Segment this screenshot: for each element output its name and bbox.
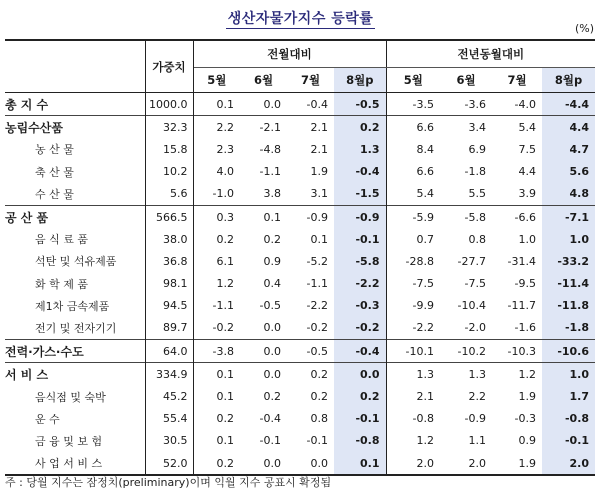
mom-value-cell: -0.9 [334, 205, 386, 228]
yoy-value-cell: 1.9 [518, 456, 536, 470]
row-label: 서 비 스 [5, 363, 145, 386]
mom-value-cell: 0.2 [216, 412, 234, 426]
mom-value-cell: 0.0 [334, 363, 386, 386]
mom-month-header: 8월p [334, 68, 386, 93]
yoy-value-cell: -7.5 [464, 277, 486, 291]
row-label: 운 수 [5, 408, 145, 430]
weight-cell: 30.5 [145, 430, 193, 452]
yoy-value-cell: 2.0 [468, 456, 486, 470]
yoy-value-cell: -11.8 [542, 295, 595, 317]
mom-value-cell: 0.1 [193, 363, 240, 386]
mom-value-cell: -0.5 [259, 299, 281, 313]
mom-value-cell: 6.1 [216, 254, 234, 268]
price-index-table [5, 39, 595, 476]
mom-value-cell: -0.1 [259, 434, 281, 448]
row-label: 수 산 물 [5, 183, 145, 206]
table-row [5, 340, 595, 363]
yoy-value-cell: -10.4 [457, 299, 486, 313]
yoy-value-cell: -0.8 [542, 408, 595, 430]
mom-value-cell: 0.0 [263, 97, 281, 111]
weight-cell: 566.5 [145, 205, 193, 228]
yoy-month-header: 6월 [456, 73, 476, 87]
row-label: 축 산 물 [5, 161, 145, 183]
mom-value-cell: -5.8 [334, 250, 386, 272]
yoy-value-cell: 4.4 [518, 165, 536, 179]
yoy-value-cell: 4.4 [542, 116, 595, 139]
mom-value-cell: 0.2 [287, 363, 334, 386]
mom-value-cell: 1.2 [216, 277, 234, 291]
category-header [5, 40, 145, 93]
table-row [5, 363, 595, 386]
mom-value-cell: -0.2 [306, 321, 328, 335]
table-row [5, 250, 595, 272]
mom-value-cell: 4.0 [216, 165, 234, 179]
yoy-value-cell: 2.2 [468, 390, 486, 404]
mom-value-cell: 2.3 [216, 142, 234, 156]
yoy-value-cell: -1.8 [542, 317, 595, 340]
table-row [5, 228, 595, 250]
mom-value-cell: 0.2 [334, 116, 386, 139]
mom-value-cell: -2.1 [240, 116, 287, 139]
table-row [5, 317, 595, 340]
table-row [5, 161, 595, 183]
mom-value-cell: -0.2 [212, 321, 234, 335]
yoy-header: 전년동월대비 [386, 40, 595, 68]
yoy-value-cell: 4.7 [542, 138, 595, 160]
table-row [5, 273, 595, 295]
row-label: 전력·가스·수도 [5, 340, 145, 363]
mom-value-cell: -0.1 [334, 228, 386, 250]
footnote: 주 : 당월 지수는 잠정치(preliminary)이며 익월 지수 공표시 확정됨 [5, 476, 332, 489]
mom-value-cell: -0.4 [306, 97, 328, 111]
table-row [5, 452, 595, 475]
yoy-value-cell: -4.0 [514, 97, 536, 111]
mom-value-cell: 1.3 [334, 138, 386, 160]
row-label: 총 지 수 [5, 93, 145, 116]
yoy-value-cell: -10.3 [492, 340, 542, 363]
mom-value-cell: -2.2 [334, 273, 386, 295]
mom-value-cell: -0.1 [334, 408, 386, 430]
mom-value-cell: 3.8 [263, 187, 281, 201]
mom-value-cell: -0.4 [334, 161, 386, 183]
mom-value-cell: 0.0 [240, 363, 287, 386]
row-label: 제1차 금속제품 [5, 295, 145, 317]
unit-label: (%) [574, 22, 594, 35]
yoy-value-cell: 2.0 [416, 456, 434, 470]
table-row [5, 295, 595, 317]
yoy-value-cell: -1.6 [514, 321, 536, 335]
yoy-value-cell: -10.2 [440, 340, 492, 363]
table-row [5, 385, 595, 407]
yoy-value-cell: 2.1 [416, 390, 434, 404]
yoy-value-cell: 2.0 [542, 452, 595, 475]
mom-value-cell: 0.2 [263, 390, 281, 404]
mom-value-cell: 1.9 [310, 165, 328, 179]
weight-cell: 32.3 [145, 116, 193, 139]
yoy-value-cell: 6.9 [468, 142, 486, 156]
mom-value-cell: -3.8 [193, 340, 240, 363]
yoy-value-cell: -0.3 [514, 412, 536, 426]
yoy-value-cell: 1.2 [492, 363, 542, 386]
mom-value-cell: 0.2 [334, 385, 386, 407]
yoy-value-cell: 4.8 [542, 183, 595, 206]
yoy-value-cell: -9.5 [514, 277, 536, 291]
mom-value-cell: -5.2 [306, 254, 328, 268]
yoy-value-cell: 8.4 [416, 142, 434, 156]
yoy-value-cell: 0.7 [416, 232, 434, 246]
mom-value-cell: 0.1 [216, 97, 234, 111]
weight-cell: 94.5 [145, 295, 193, 317]
yoy-value-cell: 1.1 [468, 434, 486, 448]
yoy-value-cell: 5.5 [468, 187, 486, 201]
yoy-value-cell: -0.8 [412, 412, 434, 426]
yoy-value-cell: 1.2 [416, 434, 434, 448]
mom-value-cell: 2.1 [310, 142, 328, 156]
mom-value-cell: -1.5 [334, 183, 386, 206]
yoy-value-cell: 3.9 [518, 187, 536, 201]
weight-cell: 36.8 [145, 250, 193, 272]
row-label: 금 융 및 보 험 [5, 430, 145, 452]
yoy-value-cell: 6.6 [416, 165, 434, 179]
weight-cell: 98.1 [145, 273, 193, 295]
mom-value-cell: -0.1 [306, 434, 328, 448]
yoy-value-cell: -9.9 [412, 299, 434, 313]
row-label: 농림수산품 [5, 116, 145, 139]
yoy-value-cell: -3.5 [412, 97, 434, 111]
yoy-month-header: 7월 [507, 73, 527, 87]
row-label: 음식점 및 숙박 [5, 385, 145, 407]
page-title: 생산자물가지수 등락률 [227, 11, 374, 27]
yoy-value-cell: -31.4 [507, 254, 536, 268]
mom-value-cell: -0.9 [287, 205, 334, 228]
table-row [5, 430, 595, 452]
yoy-value-cell: 5.6 [542, 161, 595, 183]
yoy-value-cell: -3.6 [464, 97, 486, 111]
yoy-value-cell: 1.0 [542, 228, 595, 250]
mom-month-header: 5월 [207, 73, 227, 87]
weight-cell: 52.0 [145, 452, 193, 475]
yoy-value-cell: 1.3 [386, 363, 440, 386]
row-label: 음 식 료 품 [5, 228, 145, 250]
yoy-value-cell: 0.9 [518, 434, 536, 448]
yoy-value-cell: -4.4 [542, 93, 595, 116]
mom-value-cell: 0.2 [310, 390, 328, 404]
mom-value-cell: 0.0 [263, 321, 281, 335]
mom-value-cell: 2.1 [287, 116, 334, 139]
mom-value-cell: -0.4 [259, 412, 281, 426]
mom-value-cell: 0.1 [216, 390, 234, 404]
mom-value-cell: -1.1 [259, 165, 281, 179]
mom-value-cell: 3.1 [310, 187, 328, 201]
table-row [5, 116, 595, 139]
row-label: 사 업 서 비 스 [5, 452, 145, 475]
yoy-value-cell: 5.4 [416, 187, 434, 201]
mom-value-cell: 0.1 [216, 434, 234, 448]
yoy-value-cell: -10.6 [542, 340, 595, 363]
mom-value-cell: 0.0 [263, 456, 281, 470]
weight-cell: 55.4 [145, 408, 193, 430]
row-label: 석탄 및 석유제품 [5, 250, 145, 272]
mom-value-cell: 0.8 [310, 412, 328, 426]
yoy-value-cell: -27.7 [457, 254, 486, 268]
weight-header: 가중치 [145, 40, 193, 93]
table-row [5, 183, 595, 206]
yoy-value-cell: -2.0 [464, 321, 486, 335]
yoy-value-cell: -33.2 [542, 250, 595, 272]
yoy-month-header: 5월 [403, 73, 423, 87]
yoy-value-cell: -11.7 [507, 299, 536, 313]
mom-value-cell: 0.1 [310, 232, 328, 246]
yoy-value-cell: 1.9 [518, 390, 536, 404]
table-row [5, 408, 595, 430]
weight-cell: 1000.0 [145, 93, 193, 116]
weight-cell: 10.2 [145, 161, 193, 183]
yoy-value-cell: -1.8 [464, 165, 486, 179]
mom-header: 전월대비 [193, 40, 386, 68]
mom-value-cell: -1.0 [212, 187, 234, 201]
yoy-value-cell: -11.4 [542, 273, 595, 295]
yoy-value-cell: 1.0 [542, 363, 595, 386]
mom-value-cell: 0.9 [263, 254, 281, 268]
yoy-value-cell: -2.2 [412, 321, 434, 335]
yoy-value-cell: 6.6 [386, 116, 440, 139]
yoy-value-cell: -5.8 [440, 205, 492, 228]
mom-value-cell: -0.2 [334, 317, 386, 340]
yoy-value-cell: 1.7 [542, 385, 595, 407]
mom-value-cell: 0.2 [216, 232, 234, 246]
weight-cell: 15.8 [145, 138, 193, 160]
mom-value-cell: -0.5 [334, 93, 386, 116]
mom-value-cell: -0.5 [287, 340, 334, 363]
mom-value-cell: 0.0 [310, 456, 328, 470]
mom-value-cell: 0.1 [334, 452, 386, 475]
yoy-value-cell: -0.1 [542, 430, 595, 452]
yoy-value-cell: 3.4 [440, 116, 492, 139]
weight-cell: 5.6 [145, 183, 193, 206]
mom-value-cell: 0.2 [263, 232, 281, 246]
row-label: 전기 및 전자기기 [5, 317, 145, 340]
yoy-value-cell: -5.9 [386, 205, 440, 228]
weight-cell: 38.0 [145, 228, 193, 250]
yoy-value-cell: -0.9 [464, 412, 486, 426]
mom-value-cell: 2.2 [193, 116, 240, 139]
mom-value-cell: 0.4 [263, 277, 281, 291]
mom-value-cell: -1.1 [306, 277, 328, 291]
mom-month-header: 6월 [253, 73, 274, 87]
weight-cell: 334.9 [145, 363, 193, 386]
weight-cell: 89.7 [145, 317, 193, 340]
mom-value-cell: -1.1 [212, 299, 234, 313]
mom-value-cell: -4.8 [259, 142, 281, 156]
yoy-value-cell: -28.8 [405, 254, 434, 268]
yoy-value-cell: -7.1 [542, 205, 595, 228]
mom-month-header: 7월 [300, 73, 321, 87]
mom-value-cell: 0.1 [240, 205, 287, 228]
table-row [5, 205, 595, 228]
mom-value-cell: 0.3 [193, 205, 240, 228]
row-label: 공 산 품 [5, 205, 145, 228]
table-row [5, 138, 595, 160]
yoy-value-cell: -10.1 [386, 340, 440, 363]
table-row [5, 93, 595, 116]
mom-value-cell: -0.3 [334, 295, 386, 317]
mom-value-cell: -0.8 [334, 430, 386, 452]
yoy-value-cell: 0.8 [468, 232, 486, 246]
mom-value-cell: -0.4 [334, 340, 386, 363]
weight-cell: 45.2 [145, 385, 193, 407]
yoy-value-cell: -7.5 [412, 277, 434, 291]
weight-cell: 64.0 [145, 340, 193, 363]
mom-value-cell: 0.2 [216, 456, 234, 470]
yoy-value-cell: -6.6 [492, 205, 542, 228]
mom-value-cell: 0.0 [240, 340, 287, 363]
yoy-value-cell: 1.3 [440, 363, 492, 386]
yoy-value-cell: 7.5 [518, 142, 536, 156]
yoy-value-cell: 5.4 [492, 116, 542, 139]
yoy-month-header: 8월p [542, 68, 595, 93]
row-label: 농 산 물 [5, 138, 145, 160]
row-label: 화 학 제 품 [5, 273, 145, 295]
mom-value-cell: -2.2 [306, 299, 328, 313]
yoy-value-cell: 1.0 [518, 232, 536, 246]
